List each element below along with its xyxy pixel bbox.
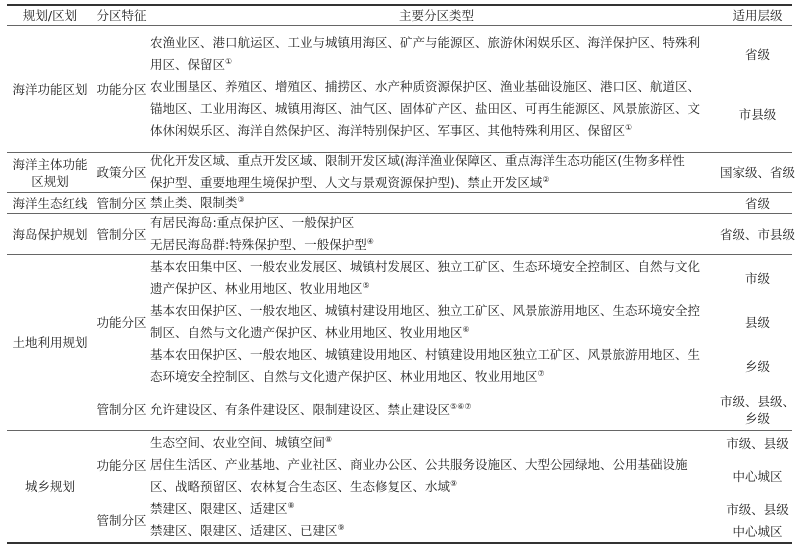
text-line: 优化开发区域、重点开发区域、限制开发区域(海洋渔业保障区、重点海洋生态功能区(生物多样性: [150, 153, 685, 168]
text-line: 居住生活区、产业基地、产业社区、商业办公区、公共服务设施区、大型公园绿地、公用基础设施: [150, 457, 688, 472]
level-line: 市级、县级、: [720, 393, 796, 409]
marine-types: [150, 32, 723, 142]
text-line-body: 无居民海岛群:特殊保护型、一般保护型: [150, 236, 367, 252]
text-line-body: 遗产保护区、林业用地区、牧业用地区: [150, 281, 363, 296]
region-island: 海岛保护规划: [12, 226, 88, 242]
text-line-body: 生态空间、农业空间、城镇空间: [150, 435, 326, 450]
text-line-body: 用区、保留区: [150, 57, 226, 72]
text-line: [150, 476, 723, 498]
footnote-mark: ①: [625, 122, 633, 132]
island-types: [150, 212, 723, 255]
text-line: [150, 234, 723, 256]
header-type: 主要分区类型: [398, 7, 474, 23]
level-county: 县级: [744, 314, 770, 330]
footnote-mark: ①: [225, 56, 233, 66]
text-line-body: 体休闲娱乐区、海洋自然保护区、海洋特别保护区、军事区、其他特殊利用区、保留区: [150, 123, 626, 138]
level-city-county: 市级、县级: [726, 435, 789, 451]
level-province: 省级: [744, 46, 770, 62]
text-line: 有居民海岛:重点保护区、一般保护区: [150, 215, 355, 230]
feature-island: 管制分区: [96, 226, 147, 242]
footnote-mark: ⑨: [337, 522, 345, 532]
text-line-body: 制区、自然与文化遗产保护区、林业用地区、牧业用地区: [150, 325, 463, 340]
footnote-mark: ⑤⑥⑦: [450, 401, 472, 411]
level-province: 省级: [744, 195, 770, 211]
feature-urban-control: 管制分区: [96, 513, 147, 528]
level-township: 乡级: [744, 358, 770, 374]
land-control-types: [150, 399, 723, 421]
text-line: [150, 120, 723, 142]
feature-land-function: 功能分区: [96, 314, 147, 330]
text-line: [150, 172, 723, 194]
feature-marine: 功能分区: [96, 81, 147, 97]
text-line-body: 保护型、重要地理生境保护型、人文与景观资源保护型)、禁止开发区域: [150, 174, 543, 190]
footnote-mark: ⑥: [462, 324, 470, 334]
table-bottom-rule: [7, 542, 792, 544]
level-city-county: 市级、县级: [726, 501, 789, 517]
text-line: [150, 278, 723, 300]
footnote-mark: ⑧: [325, 434, 333, 444]
feature-land-control: 管制分区: [96, 402, 147, 417]
footnote-mark: ⑨: [450, 478, 458, 488]
eco-redline-types: [150, 192, 723, 214]
region-ocean-main: [7, 153, 93, 192]
level-line: 乡级: [744, 410, 770, 426]
feature-urban-function: 功能分区: [96, 457, 147, 473]
text-line-body: 允许建设区、有条件建设区、限制建设区、禁止建设区: [150, 402, 451, 417]
region-name-line: 区规划: [31, 173, 69, 189]
level-province-city-county: 省级、市县级: [720, 226, 796, 242]
text-line: [150, 520, 723, 542]
feature-eco-redline: 管制分区: [96, 195, 147, 211]
region-eco-redline: 海洋生态红线: [12, 195, 88, 211]
level-central-urban: 中心城区: [732, 468, 783, 484]
region-urban-rural: 城乡规划: [24, 479, 75, 494]
feature-ocean-main: 政策分区: [96, 165, 147, 180]
text-line: 农渔业区、港口航运区、工业与城镇用海区、矿产与能源区、旅游休闲娱乐区、海洋保护区、特殊利: [150, 35, 701, 50]
text-line: [150, 498, 723, 520]
header-level: 适用层级: [732, 7, 783, 23]
footnote-mark: ⑦: [537, 368, 545, 378]
text-line: [150, 322, 723, 344]
text-line-body: 禁建区、限建区、适建区: [150, 501, 288, 516]
text-line: [150, 192, 723, 214]
text-line: 基本农田保护区、一般农地区、城镇建设用地区、村镇建设用地区独立工矿区、风景旅游用地区、生: [150, 347, 701, 362]
footnote-mark: ②: [542, 174, 550, 184]
urban-types: [150, 432, 723, 542]
level-national-province: 国家级、省级: [720, 165, 796, 180]
text-line: [150, 54, 723, 76]
text-line-body: 禁止类、限制类: [150, 195, 238, 210]
region-marine: 海洋功能区划: [12, 81, 88, 97]
ocean-main-types: [150, 150, 723, 193]
text-line: 基本农田保护区、一般农地区、城镇村建设用地区、独立工矿区、风景旅游用地区、生态环境安全控: [150, 303, 701, 318]
region-land-use: 土地利用规划: [12, 335, 88, 350]
text-line-body: 区、战略预留区、农林复合生态区、生态修复区、水域: [150, 479, 451, 494]
text-line-body: 禁建区、限建区、适建区、已建区: [150, 523, 338, 538]
text-line: 锚地区、工业用海区、城镇用海区、油气区、固体矿产区、盐田区、可再生能源区、风景旅游区、文: [150, 101, 701, 116]
header-feature: 分区特征: [96, 7, 147, 23]
footnote-mark: ③: [237, 194, 245, 204]
header-region: 规划/区划: [22, 7, 78, 23]
level-city: 市级: [744, 270, 770, 286]
level-central-urban: 中心城区: [732, 523, 783, 539]
text-line: 农业围垦区、养殖区、增殖区、捕捞区、水产种质资源保护区、渔业基础设施区、港口区、航道区、: [150, 79, 701, 94]
footnote-mark: ⑤: [362, 280, 370, 290]
zoning-table: [7, 4, 796, 544]
region-name-line: 海洋主体功能: [12, 156, 88, 172]
land-types: [150, 256, 723, 388]
level-city-county: 市县级: [738, 106, 777, 122]
footnote-mark: ④: [366, 236, 374, 246]
text-line: [150, 432, 723, 454]
text-line: [150, 366, 723, 388]
text-line: 基本农田集中区、一般农业发展区、城镇村发展区、独立工矿区、生态环境安全控制区、自然与文化: [150, 259, 701, 274]
level-city-county-township: [720, 389, 796, 430]
text-line: [150, 399, 723, 421]
footnote-mark: ⑧: [287, 500, 295, 510]
text-line-body: 态环境安全控制区、自然与文化遗产保护区、林业用地区、牧业用地区: [150, 369, 538, 384]
